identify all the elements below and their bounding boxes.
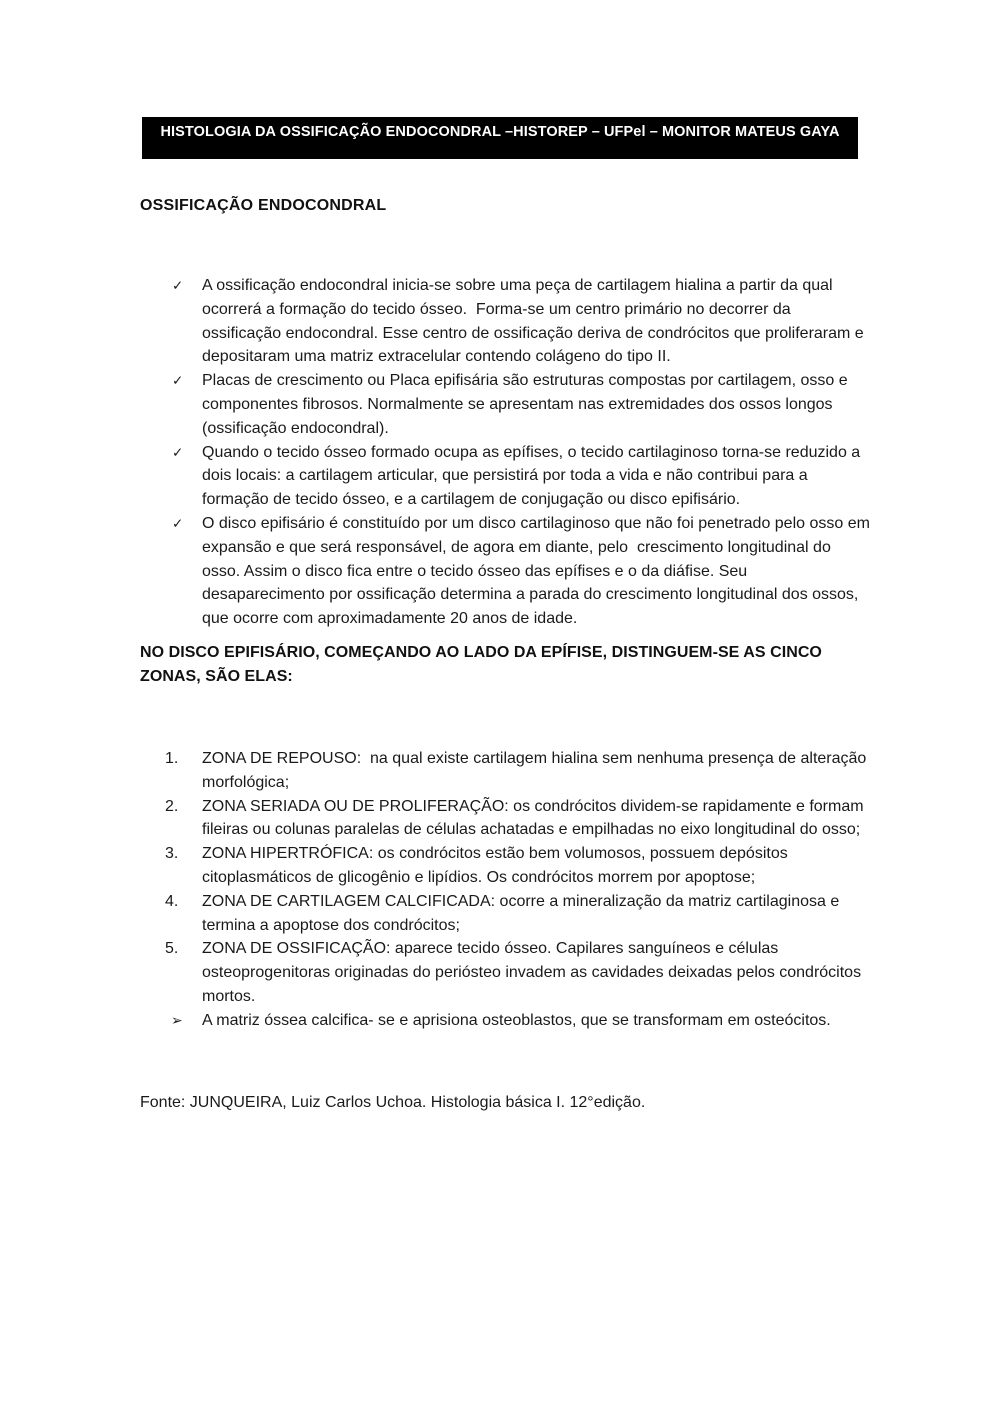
list-item (140, 747, 870, 795)
zones-heading: NO DISCO EPIFISÁRIO, COMEÇANDO AO LADO DA EPÍFISE, DISTINGUEM-SE AS CINCO ZONAS, SÃO ELAS: (140, 643, 822, 685)
list-item-text: ZONA DE CARTILAGEM CALCIFICADA: ocorre a mineralização da matriz cartilaginosa e termina a apoptose dos condrócitos; (202, 892, 844, 934)
list-item (140, 1009, 870, 1033)
list-item-number: 5. (165, 940, 179, 958)
page-title: OSSIFICAÇÃO ENDOCONDRAL (140, 197, 387, 214)
checkmark-bullet-list (140, 274, 875, 631)
check-icon: ✓ (172, 444, 184, 460)
check-icon: ✓ (172, 515, 184, 531)
header-banner (142, 117, 858, 159)
spacer (140, 216, 870, 274)
list-item-text: ZONA SERIADA OU DE PROLIFERAÇÃO: os condrócitos dividem-se rapidamente e formam fileiras ou colunas paralelas de células achatadas e empilhadas no eixo longitudinal do osso; (202, 797, 869, 839)
list-item-number: 1. (165, 749, 179, 767)
list-item-text: A matriz óssea calcifica- se e aprisiona osteoblastos, que se transformam em osteócitos. (202, 1011, 831, 1029)
list-item (140, 795, 870, 843)
list-item (140, 512, 875, 631)
list-item (140, 937, 870, 1008)
list-item-number: 4. (165, 892, 179, 910)
closing-bullet-list (140, 1009, 870, 1033)
list-item-text: ZONA HIPERTRÓFICA: os condrócitos estão bem volumosos, possuem depósitos citoplasmáticos de glicogênio e lipídios. Os condrócitos morrem por apoptose; (202, 845, 793, 886)
list-item (140, 369, 870, 440)
list-item (140, 274, 870, 369)
check-icon: ✓ (172, 373, 184, 389)
header-banner-title: HISTOLOGIA DA OSSIFICAÇÃO ENDOCONDRAL –HISTOREP – UFPel – MONITOR MATEUS GAYA (160, 124, 840, 140)
list-item (140, 441, 870, 512)
list-item-number: 3. (165, 845, 179, 863)
zones-numbered-list (140, 747, 870, 1009)
check-icon: ✓ (172, 278, 184, 293)
list-item-text: Placas de crescimento ou Placa epifisária são estruturas compostas por cartilagem, osso e componentes fibrosos. Normalmente se apresentam nas extremidades dos ossos longos (ossificação endocondral). (202, 372, 853, 437)
list-item-text: ZONA DE OSSIFICAÇÃO: aparece tecido ósseo. Capilares sanguíneos e células osteoprogenitoras originadas do periósteo invadem as cavidades deixadas pelos condrócitos mortos. (202, 940, 866, 1005)
list-item-text: O disco epifisário é constituído por um disco cartilaginoso que não foi penetrado pelo osso em expansão e que será responsável, de agora em diante, pelo crescimento longitudinal do osso. Assim o disco fica entre o tecido ósseo das epífises e o da diáfise. Seu desaparecimento por ossificação determina a parada do crescimento longitudinal dos ossos, que ocorre com aproximadamente 20 anos de idade. (202, 514, 875, 628)
list-item-text: Quando o tecido ósseo formado ocupa as epífises, o tecido cartilaginoso torna-se reduzido a dois locais: a cartilagem articular, que persistirá por toda a vida e não contribui para a formação de tecido ósseo, e a cartilagem de conjugação ou disco epifisário. (202, 443, 865, 509)
document-body (140, 196, 875, 1115)
spacer (140, 689, 870, 747)
list-item (140, 842, 870, 890)
arrow-icon: ➢ (171, 1011, 183, 1028)
list-item-text: ZONA DE REPOUSO: na qual existe cartilagem hialina sem nenhuma presença de alteração morfológica; (202, 749, 871, 791)
list-item-text: A ossificação endocondral inicia-se sobre uma peça de cartilagem hialina a partir da qual ocorrerá a formação do tecido ósseo. Forma-se um centro primário no decorrer da ossificação endocondral. Esse centro de ossificação deriva de condrócitos que proliferaram e depositaram uma matriz extracelular contendo colágeno do tipo II. (202, 277, 869, 366)
list-item (140, 890, 870, 938)
source-citation: Fonte: JUNQUEIRA, Luiz Carlos Uchoa. Histologia básica I. 12°edição. (140, 1093, 646, 1111)
spacer (140, 631, 870, 641)
list-item-number: 2. (165, 797, 179, 815)
spacer (140, 1033, 870, 1091)
